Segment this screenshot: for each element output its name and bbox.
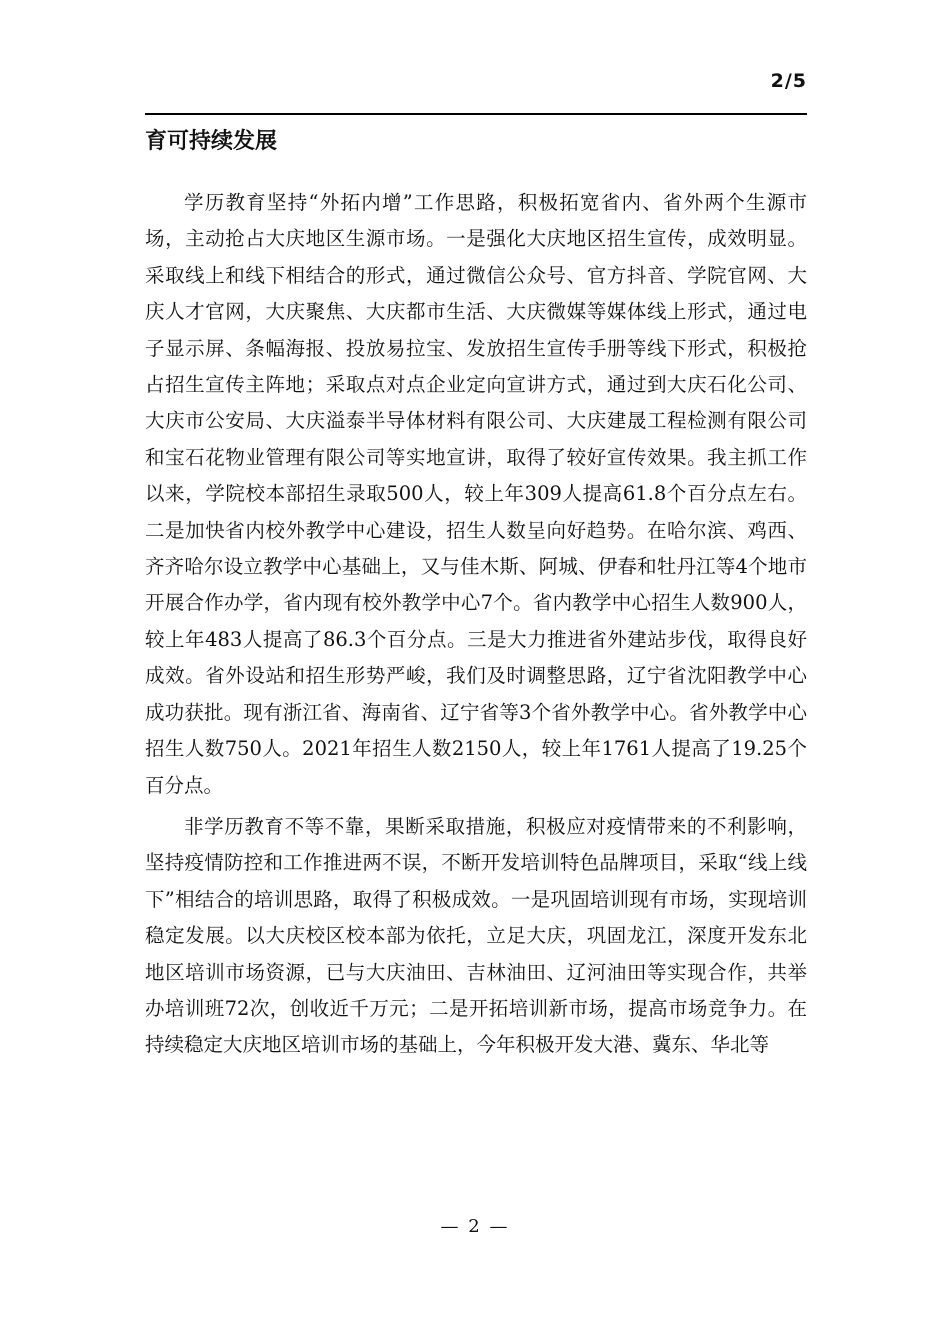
paragraph-academic-education: 学历教育坚持“外拓内增”工作思路，积极拓宽省内、省外两个生源市场，主动抢占大庆地区生源市场。一是强化大庆地区招生宣传，成效明显。采取线上和线下相结合的形式，通过微信公众号、官方抖音、学院官网、大庆人才官网，大庆聚焦、大庆都市生活、大庆微媒等媒体线上形式，通过电子显示屏、条幅海报、投放易拉宝、发放招生宣传手册等线下形式，积极抢占招生宣传主阵地；采取点对点企业定向宣讲方式，通过到大庆石化公司、大庆市公安局、大庆溢泰半导体材料有限公司、大庆建晟工程检测有限公司和宝石花物业管理有限公司等实地宣讲，取得了较好宣传效果。我主抓工作以来，学院校本部招生录取500人，较上年309人提高61.8个百分点左右。二是加快省内校外教学中心建设，招生人数呈向好趋势。在哈尔滨、鸡西、齐齐哈尔设立教学中心基础上，又与佳木斯、阿城、伊春和牡丹江等4个地市开展合作办学，省内现有校外教学中心7个。省内教学中心招生人数900人，较上年483人提高了86.3个百分点。三是大力推进省外建站步伐，取得良好成效。省外设站和招生形势严峻，我们及时调整思路，辽宁省沈阳教学中心成功获批。现有浙江省、海南省、辽宁省等3个省外教学中心。省外教学中心招生人数750人。2021年招生人数2150人，较上年1761人提高了19.25个百分点。 <box>145 191 807 797</box>
page-counter: 2/5 <box>770 70 807 92</box>
page-number: — 2 — <box>440 1216 510 1237</box>
section-heading: 育可持续发展 <box>145 129 278 154</box>
paragraph-non-academic-education: 非学历教育不等不靠，果断采取措施，积极应对疫情带来的不利影响，坚持疫情防控和工作推进两不误，不断开发培训特色品牌项目，采取“线上线下”相结合的培训思路，取得了积极成效。一是巩固培训现有市场，实现培训稳定发展。以大庆校区校本部为依托，立足大庆，巩固龙江，深度开发东北地区培训市场资源，已与大庆油田、吉林油田、辽河油田等实现合作，共举办培训班72次，创收近千万元；二是开拓培训新市场，提高市场竞争力。在持续稳定大庆地区培训市场的基础上，今年积极开发大港、冀东、华北等 <box>145 814 807 1057</box>
body-text <box>145 185 807 1064</box>
header-rule <box>145 113 807 115</box>
